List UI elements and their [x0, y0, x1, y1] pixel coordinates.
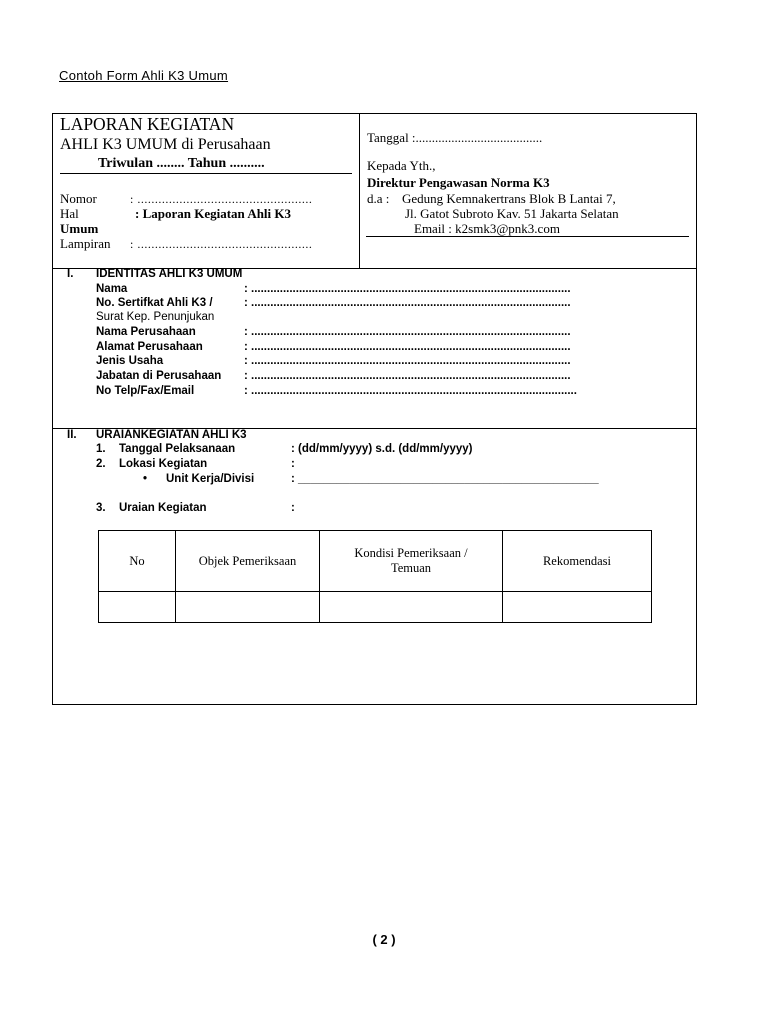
field-label: Surat Kep. Penunjukan — [96, 311, 215, 323]
item-number: 3. — [96, 502, 106, 514]
report-subtitle: AHLI K3 UMUM di Perusahaan — [60, 136, 271, 153]
field-value: : .................................................................................................... — [244, 355, 571, 367]
table-cell — [503, 592, 652, 623]
recipient-greeting: Kepada Yth., — [367, 158, 436, 173]
section-title: URAIANKEGIATAN AHLI K3 — [96, 429, 247, 441]
field-value: : .................................................................................................... — [244, 326, 571, 338]
date-range-field: : (dd/mm/yyyy) s.d. (dd/mm/yyyy) — [291, 443, 473, 455]
field-label: Jenis Usaha — [96, 355, 164, 367]
section-number: II. — [67, 429, 77, 441]
address-email: Email : k2smk3@pnk3.com — [414, 221, 560, 236]
recipient-name: Direktur Pengawasan Norma K3 — [367, 175, 550, 190]
divider — [366, 236, 689, 237]
bullet: • — [143, 473, 148, 485]
column-header-object: Objek Pemeriksaan — [176, 531, 320, 592]
nomor-field: : .................................................. — [130, 192, 313, 206]
field-label: No Telp/Fax/Email — [96, 385, 195, 397]
nomor-label: Nomor — [60, 191, 97, 206]
item-number: 1. — [96, 443, 106, 455]
field-value: : ...................................................................................................... — [244, 385, 577, 397]
column-header-no: No — [99, 531, 176, 592]
field-label: Lokasi Kegiatan — [119, 458, 208, 470]
hal-label: Hal — [60, 206, 79, 221]
field-value: : .................................................................................................... — [244, 370, 571, 382]
address-line-1: Gedung Kemnakertrans Blok B Lantai 7, — [402, 191, 616, 206]
description-field: : — [291, 502, 295, 514]
field-label: Jabatan di Perusahaan — [96, 370, 222, 382]
tanggal-field: Tanggal :....................................... — [367, 130, 543, 145]
hal-field: : Laporan Kegiatan Ahli K3 — [135, 206, 292, 221]
table-cell — [320, 592, 503, 623]
field-label: Tanggal Pelaksanaan — [119, 443, 236, 455]
location-field: : — [291, 458, 295, 470]
findings-table — [98, 530, 652, 623]
report-title: LAPORAN KEGIATAN — [60, 114, 235, 134]
section-title: IDENTITAS AHLI K3 UMUM — [96, 268, 243, 280]
column-header-recommendation: Rekomendasi — [503, 531, 652, 592]
document-title: Contoh Form Ahli K3 Umum — [59, 68, 229, 83]
address-line-2: Jl. Gatot Subroto Kav. 51 Jakarta Selatan — [405, 206, 619, 221]
hal-field-continued: Umum — [60, 221, 99, 236]
table-cell — [99, 592, 176, 623]
header-divider — [359, 113, 360, 269]
field-label: Alamat Perusahaan — [96, 341, 203, 353]
field-label: No. Sertifkat Ahli K3 / — [96, 297, 213, 309]
field-label: Unit Kerja/Divisi — [166, 473, 255, 485]
table-header-row — [99, 531, 652, 592]
field-value: : .................................................................................................... — [244, 341, 571, 353]
field-value: : .................................................................................................... — [244, 297, 571, 309]
field-label: Nama Perusahaan — [96, 326, 196, 338]
divider — [60, 173, 352, 174]
lampiran-field: : .................................................. — [130, 237, 313, 251]
field-label: Nama — [96, 283, 128, 295]
page-number: ( 2 ) — [372, 932, 396, 947]
field-label: Uraian Kegiatan — [119, 502, 207, 514]
column-header-condition: Kondisi Pemeriksaan / Temuan — [320, 531, 503, 592]
unit-field: : _______________________________________________ — [291, 473, 599, 485]
period-field: Triwulan ........ Tahun .......... — [98, 156, 265, 171]
item-number: 2. — [96, 458, 106, 470]
table-row — [99, 592, 652, 623]
address-label: d.a : — [367, 191, 390, 206]
lampiran-label: Lampiran — [60, 236, 111, 251]
section-number: I. — [67, 268, 74, 280]
field-value: : .................................................................................................... — [244, 283, 571, 295]
table-cell — [176, 592, 320, 623]
